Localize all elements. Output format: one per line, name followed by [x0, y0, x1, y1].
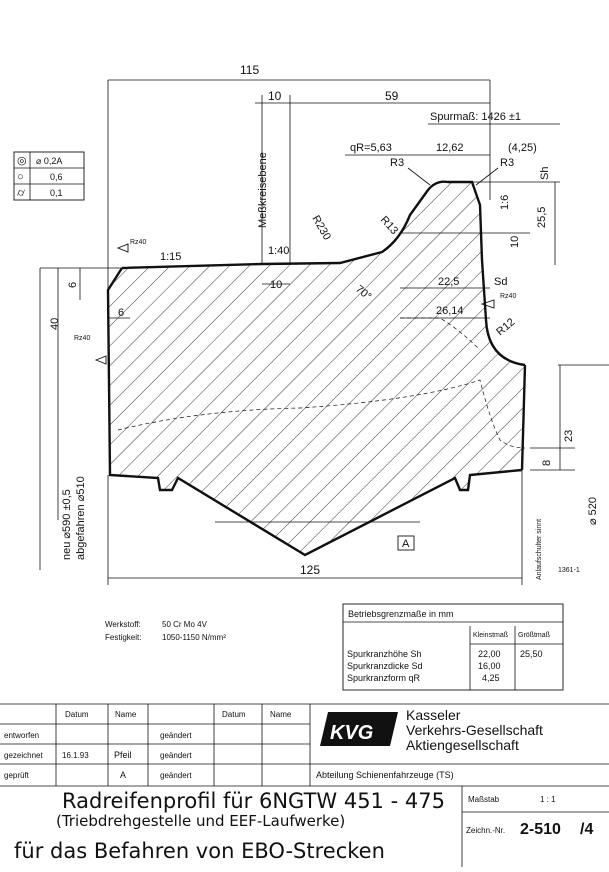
limits-row-2-label: Spurkranzdicke Sd	[347, 661, 423, 671]
label-diameter-new: neu ⌀590 ±0,5	[61, 489, 73, 560]
limits-col-max: Größtmaß	[518, 632, 550, 639]
tb-geaendert-3: geändert	[160, 771, 192, 780]
zeichn-nr-value: 2-510	[520, 821, 561, 838]
limits-row-1-max: 25,50	[520, 649, 543, 659]
tb-gez-name: Pfeil	[114, 750, 132, 760]
dim-h-8: 8	[541, 459, 553, 466]
dim-mid-10: 10	[270, 279, 283, 291]
label-angle-70: 70°	[353, 283, 374, 303]
massstab-label: Maßstab	[468, 795, 500, 804]
tb-col-datum: Datum	[65, 710, 89, 719]
company-line-2: Verkehrs-Gesellschaft	[406, 722, 543, 738]
limits-row-1-min: 22,00	[478, 649, 501, 659]
label-Sd: Sd	[494, 276, 508, 288]
label-taper-1-40: 1:40	[268, 245, 290, 257]
dim-h-23: 23	[563, 429, 575, 442]
label-diameter-worn: abgefahren ⌀510	[75, 476, 87, 560]
tb-row-gezeichnet: gezeichnet	[4, 751, 43, 760]
department-label: Abteilung Schienenfahrzeuge (TS)	[316, 770, 454, 780]
wheel-profile-section	[108, 182, 525, 555]
dim-top-59: 59	[385, 89, 399, 103]
dim-overall-width: 115	[240, 63, 260, 77]
material-werkstoff-label: Werkstoff:	[105, 620, 141, 629]
dim-h-10: 10	[509, 235, 521, 248]
limits-row-3-label: Spurkranzform qR	[347, 673, 421, 683]
tb-row-entworfen: entworfen	[4, 731, 40, 740]
dim-bottom-125: 125	[300, 563, 321, 577]
label-R3-left: R3	[390, 157, 405, 169]
dim-4-25: (4,25)	[508, 142, 537, 154]
tb-gez-datum: 16.1.93	[62, 751, 89, 760]
company-line-3: Aktiengesellschaft	[406, 737, 519, 753]
roughness-left: Rz40	[74, 335, 91, 342]
label-R230: R230	[309, 213, 333, 243]
tolerance-symbol-3: ⌭	[17, 187, 25, 199]
dim-12-62: 12,62	[436, 142, 464, 154]
material-festigkeit-value: 1050-1150 N/mm²	[162, 633, 226, 642]
tb-col-name: Name	[115, 710, 137, 719]
limits-table-title: Betriebsgrenzmaße in mm	[348, 609, 454, 619]
dim-qR: qR=5,63	[350, 142, 392, 154]
material-festigkeit-label: Festigkeit:	[105, 633, 142, 642]
label-drawing-no-small: 1361-1	[558, 567, 580, 574]
label-Sh: Sh	[539, 166, 551, 180]
limits-col-min: Kleinstmaß	[473, 632, 509, 639]
label-R3-right: R3	[500, 157, 515, 169]
drawing-title-line-2: (Triebdrehgestelle und EEF-Laufwerke)	[56, 812, 346, 830]
dim-1-6: 1:6	[499, 194, 511, 210]
dim-left-6b: 6	[118, 307, 125, 319]
label-R12: R12	[494, 316, 518, 339]
dim-26-14: 26,14	[436, 305, 464, 317]
massstab-value: 1 : 1	[540, 795, 556, 804]
tb-geaendert-1: geändert	[160, 731, 192, 740]
tolerance-symbol-2: ○	[17, 171, 24, 183]
dim-25-5: 25,5	[536, 206, 548, 228]
datum-ref-A: A	[402, 538, 410, 550]
tb-col-datum2: Datum	[222, 710, 246, 719]
label-anlaufschulter: Anlaufschulter sinnt	[536, 518, 543, 580]
tolerance-value-1: ⌀ 0,2A	[36, 156, 63, 166]
zeichn-nr-label: Zeichn.-Nr.	[466, 826, 506, 835]
limits-row-2-min: 16,00	[478, 661, 501, 671]
dim-spurmass: Spurmaß: 1426 ±1	[430, 111, 522, 123]
company-line-1: Kasseler	[406, 707, 461, 723]
material-werkstoff-value: 50 Cr Mo 4V	[162, 620, 207, 629]
limits-row-3-min: 4,25	[482, 673, 500, 683]
dim-left-40: 40	[49, 317, 61, 330]
dim-diameter-520: ⌀ 520	[587, 496, 599, 525]
label-R13: R13	[377, 213, 401, 238]
roughness-top-left: Rz40	[130, 239, 147, 246]
roughness-symbol-top	[118, 244, 128, 252]
dim-left-6: 6	[67, 281, 79, 288]
tb-col-name2: Name	[270, 710, 292, 719]
tolerance-value-2: 0,6	[50, 172, 63, 182]
drawing-title-line-3: für das Befahren von EBO-Strecken	[14, 839, 385, 863]
zeichn-nr-sheet: /4	[580, 821, 594, 838]
limits-row-1-label: Spurkranzhöhe Sh	[347, 649, 422, 659]
tb-gepr-name: A	[120, 770, 127, 780]
dim-top-10: 10	[268, 89, 282, 103]
label-taper-1-15: 1:15	[160, 251, 182, 263]
kvg-logo-text: KVG	[330, 722, 374, 744]
dim-22-5: 22,5	[438, 276, 460, 288]
tolerance-value-3: 0,1	[50, 188, 63, 198]
tolerance-symbol-1: ◎	[17, 155, 27, 167]
tb-geaendert-2: geändert	[160, 751, 192, 760]
roughness-right: Rz40	[500, 293, 517, 300]
label-messkreisebene: Meßkreisebene	[257, 152, 269, 228]
drawing-title-line-1: Radreifenprofil für 6NGTW 451 - 475	[62, 789, 445, 813]
roughness-symbol-left	[96, 356, 106, 364]
tb-row-geprueft: geprüft	[4, 771, 29, 780]
